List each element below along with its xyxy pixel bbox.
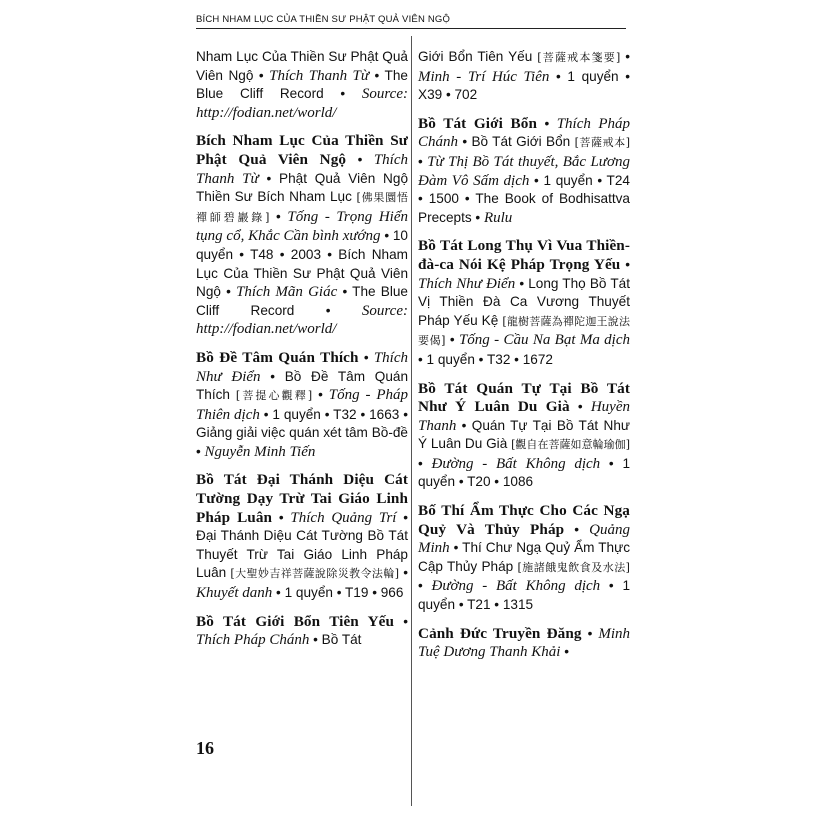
entry-text: • 1 quyển • T21 • 1315 xyxy=(418,578,630,613)
entry-title: Bồ Tát Giới Bổn xyxy=(418,114,538,132)
entry-continued xyxy=(196,48,408,122)
entry-text: • xyxy=(560,644,570,660)
entry-text: • 1 quyển • T20 • 1086 xyxy=(418,455,630,490)
entry xyxy=(418,380,630,493)
entry-text: • 1 quyển • X39 • 702 xyxy=(418,68,630,103)
translator: Thích Như Điển xyxy=(196,349,408,385)
original-author: Từ Thị Bồ Tát thuyết, Bắc Lương Đàm Vô Sấm dịch xyxy=(418,153,630,189)
editor: Nguyễn Minh Tiến xyxy=(204,443,316,460)
source: Source: http://fodian.net/world/ xyxy=(196,302,408,338)
entry-text: • Bồ Đề Tâm Quán Thích xyxy=(196,368,409,403)
chinese-title: [菩薩戒本箋要] xyxy=(537,51,621,64)
translator: Rulu xyxy=(483,209,513,226)
translator: Thích Mãn Giác xyxy=(236,284,338,301)
translator: Thích Thanh Từ xyxy=(269,67,370,84)
entry-text: • Quán Tự Tại Bồ Tát Như Ý Luân Du Già xyxy=(418,417,630,452)
column-divider xyxy=(411,36,412,806)
entry-text: • 1 quyển • T19 • 966 xyxy=(272,585,404,601)
translator: Thích Pháp Chánh xyxy=(196,632,310,649)
running-head: BÍCH NHAM LỤC CỦA THIỀN SƯ PHẬT QUẢ VIÊN NGỘ xyxy=(196,14,626,29)
separator: • xyxy=(399,565,408,581)
translator: Thích Như Điển xyxy=(418,275,516,292)
entry-text: Nham Lục Của Thiền Sư Phật Quả Viên Ngộ • xyxy=(196,49,408,83)
entry-text: • The Blue Cliff Record • xyxy=(196,284,408,318)
entry-continued xyxy=(418,48,630,105)
translator: Minh Tuệ Dương Thanh Khải xyxy=(418,625,630,661)
entry-text: • Thí Chư Ngạ Quỷ Ẩm Thực Cập Thủy Pháp xyxy=(418,540,630,574)
entry xyxy=(418,115,630,228)
entry-title: Bồ Tát Đại Thánh Diệu Cát Tường Dạy Trừ Tai Giáo Linh Pháp Luân xyxy=(196,471,408,526)
chinese-title: [龍樹菩薩為禪陀迦王說法要偈] xyxy=(418,314,630,348)
separator: • xyxy=(418,455,432,471)
entry-title: Bồ Tát Giới Bổn Tiên Yếu xyxy=(196,612,395,630)
translator: Thích Quảng Trí xyxy=(290,509,397,526)
separator: • xyxy=(537,115,557,131)
separator: • xyxy=(620,256,630,272)
entry xyxy=(418,625,630,662)
entry-text: • Bồ Tát xyxy=(309,632,362,648)
separator: • xyxy=(272,509,291,525)
entry-text: • 1 quyển • T24 • 1500 • The Book of Bodhisattva Precepts • xyxy=(418,172,630,225)
chinese-title: [觀自在菩薩如意輪瑜伽] xyxy=(511,438,630,452)
entry xyxy=(196,613,408,650)
chinese-title: [佛果圜悟禪師碧巖錄] xyxy=(196,191,409,224)
entry-text: • The Blue Cliff Record • xyxy=(196,67,408,102)
left-column xyxy=(196,48,408,660)
original-author: Minh - Trí Húc Tiên xyxy=(418,68,550,85)
entry-text: • Long Thọ Bồ Tát Vị Thiền Đà Ca Vương Thuyết Pháp Yếu Kệ xyxy=(418,275,630,328)
separator: • xyxy=(564,521,590,537)
translator: Thích Thanh Từ xyxy=(196,151,408,187)
chinese-title: [菩提心觀釋] xyxy=(235,389,313,403)
entry xyxy=(196,349,408,462)
right-column xyxy=(418,48,630,672)
entry xyxy=(418,502,630,615)
separator: • xyxy=(581,625,599,641)
entry-title: Bồ Đề Tâm Quán Thích xyxy=(196,348,359,366)
entry-text: • 1 quyển • T32 • 1663 • Giảng giải việc quán xét tâm Bồ-đề • xyxy=(196,406,408,459)
entry-text: • 1 quyển • T32 • 1672 xyxy=(418,351,553,367)
entry xyxy=(196,132,408,339)
translator: Huyền Thanh xyxy=(418,399,630,434)
separator: • xyxy=(269,208,288,224)
entry-title: Bích Nham Lục Của Thiền Sư Phật Quả Viên Ngộ xyxy=(196,132,408,168)
chinese-title: [菩薩戒本] xyxy=(574,136,630,150)
entry-title: Cảnh Đức Truyền Đăng xyxy=(418,624,582,642)
separator: • xyxy=(445,332,459,348)
entry xyxy=(196,471,408,602)
separator: • xyxy=(312,387,329,403)
separator: • xyxy=(620,49,630,64)
translator: Quảng Minh xyxy=(418,521,630,557)
separator: • xyxy=(346,151,374,167)
page-number: 16 xyxy=(196,738,214,758)
original-author: Đường - Bất Không dịch xyxy=(431,455,601,472)
entry-title: Bồ Tát Long Thụ Vì Vua Thiền-đà-ca Nói Kệ Pháp Trọng Yếu xyxy=(418,237,630,273)
entry-text: • Phật Quả Viên Ngộ Thiền Sư Bích Nham Lục xyxy=(196,170,408,205)
entry-text: • Đại Thánh Diệu Cát Tường Bồ Tát Thuyết Trừ Tai Giáo Linh Pháp Luân xyxy=(196,509,408,581)
separator: • xyxy=(569,399,591,415)
separator: • xyxy=(418,153,428,169)
entry xyxy=(418,237,630,369)
separator: • xyxy=(394,613,408,629)
original-author: Đường - Bất Không dịch xyxy=(431,578,601,595)
original-author: Khuyết danh xyxy=(196,585,273,602)
translator: Thích Pháp Chánh xyxy=(418,115,630,151)
entry-text: • Bồ Tát Giới Bổn xyxy=(458,134,575,150)
entry-title: Bồ Tát Quán Tự Tại Bồ Tát Như Ý Luân Du Già xyxy=(418,379,630,416)
original-author: Tống - Cầu Na Bạt Ma dịch xyxy=(458,332,630,349)
separator: • xyxy=(418,578,432,594)
chinese-title: [大聖妙吉祥菩薩說除災教令法輪] xyxy=(230,567,400,581)
original-author: Tống - Pháp Thiên dịch xyxy=(196,387,409,423)
entry-text: • 10 quyển • T48 • 2003 • Bích Nham Lục Của Thiền Sư Phật Quả Viên Ngộ • xyxy=(196,228,408,300)
source: Source: http://fodian.net/world/ xyxy=(196,86,408,121)
entry-text: Giới Bổn Tiên Yếu xyxy=(418,49,538,64)
chinese-title: [施諸餓鬼飲食及水法] xyxy=(517,560,630,574)
original-author: Tống - Trọng Hiển tụng cổ, Khắc Cần bình xướng xyxy=(196,208,408,245)
entry-title: Bố Thí Ẩm Thực Cho Các Ngạ Quỷ Và Thủy Pháp xyxy=(418,502,630,538)
separator: • xyxy=(358,349,374,365)
